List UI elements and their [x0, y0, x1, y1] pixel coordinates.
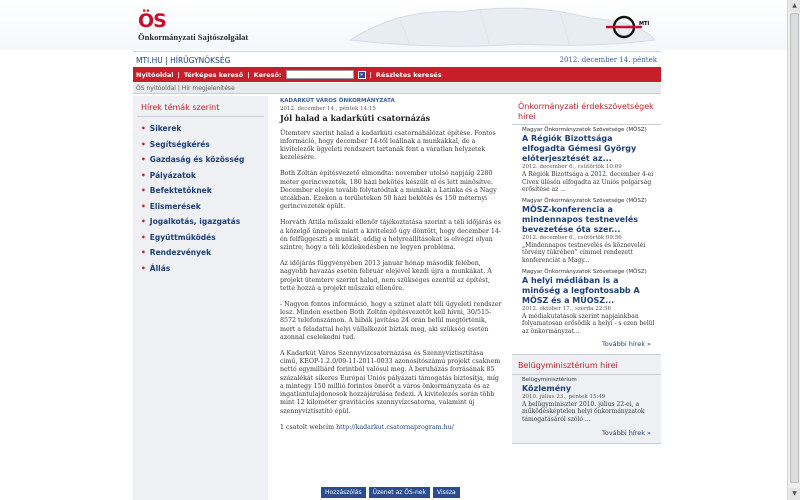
scroll-up-icon[interactable]: ▲: [789, 0, 800, 12]
message-button[interactable]: Üzenet az ÖS-nek: [369, 487, 430, 498]
category-item[interactable]: [141, 230, 268, 246]
news-item: [512, 267, 661, 338]
bullet-icon: •: [141, 201, 146, 211]
article-paragraph: Horváth Attila műszaki ellenőr tájékoztatása szerint a téli időjárás és a közelgő ünnepek miatt a kivitelező úgy döntött, hogy december 14-én felfüggeszti a munkát, addig a helyreállításokat is elvégzi olyan szintre, hogy a téli közlekedésben ne legyen probléma.: [280, 219, 502, 252]
news-date: 2012. október 17., szerda 22:56: [522, 305, 612, 312]
category-label: Gazdaság és közösség: [149, 155, 245, 164]
right-sidebar: [512, 96, 661, 500]
back-button[interactable]: Vissza: [433, 487, 460, 498]
search-bar: [133, 67, 661, 82]
bullet-icon: •: [141, 124, 146, 133]
scroll-down-icon[interactable]: ▼: [789, 488, 800, 500]
attachment-label: 1 csatolt webcím: [280, 423, 335, 431]
article-source[interactable]: KADARKÚT VÁROS ÖNKORMÁNYZATA: [280, 98, 395, 104]
search-go-button[interactable]: »: [358, 71, 366, 79]
ministry-news: [512, 355, 661, 443]
article-paragraph: Ütemterv szerint halad a kadarkúti csatornahálózat építése. Fontos információ, hogy december 14-től leállnak a munkákkal, de a kivitelezők ügyeleti rendszert tartanak fent a váratlan helyzetek kezelésére.: [280, 129, 496, 162]
category-label: Befektetőknek: [149, 186, 212, 195]
news-org: Magyar Önkormányzatok Szövetsége (MÖSZ): [522, 127, 647, 133]
os-logo-subtitle: Önkormányzati Sajtószolgálat: [138, 32, 249, 42]
scrollbar-thumb[interactable]: [790, 13, 799, 483]
news-excerpt: „Mindennapos testnevelés és közneveléi törvény tükrében” címmel rendezett konferenciát a Magy...: [522, 241, 646, 264]
news-item: [512, 375, 661, 426]
category-item[interactable]: [141, 121, 268, 137]
news-item: [512, 196, 661, 267]
search-input[interactable]: [286, 70, 354, 79]
news-org: Belügyminisztérium: [522, 376, 577, 383]
bullet-icon: •: [141, 248, 146, 257]
bullet-icon: •: [141, 217, 146, 226]
bullet-icon: •: [141, 263, 146, 273]
news-excerpt: A médiakutatások szerint napjainkban folyamatosan erősödik a helyi - s ezen belül az önkormányzat...: [522, 312, 655, 335]
attachment-link[interactable]: http://kadarkut.csatornaprogram.hu/: [336, 423, 454, 431]
article-actions: [321, 487, 460, 498]
attachment-line: [280, 424, 502, 432]
category-item[interactable]: [141, 152, 268, 168]
category-item[interactable]: [141, 245, 268, 261]
category-item[interactable]: [141, 137, 268, 153]
ministry-news-title: Belügyminisztérium hírei: [512, 355, 661, 375]
home-link[interactable]: Nyitóoldal: [136, 70, 174, 79]
top-navigation: [133, 51, 661, 67]
bullet-icon: •: [141, 186, 146, 195]
news-date: 2010. július 23., péntek 15:49: [522, 393, 606, 400]
article-paragraph: - Nagyon fontos információ, hogy a szünet alatt téli ügyeleti rendszer lesz. Minden esetben Both Zoltán építésvezetőt kell hívni, 30/515-8572 telefonszámon. A hibák javítása 24 órán belül megtörténik, mert a feladattal helyi vállalkozót bíztak meg, aki szükség esetén azonnal cselekedni tud.: [280, 301, 502, 341]
category-label: Elismerések: [149, 201, 201, 211]
breadcrumb[interactable]: ÖS nyitóoldal | Hír megjelenítése: [133, 83, 661, 94]
news-title-link[interactable]: MÖSZ-konferencia a mindennapos testnevelés bevezetése óta szer...: [522, 204, 639, 234]
category-item[interactable]: [141, 261, 268, 277]
bullet-icon: •: [141, 170, 146, 180]
category-sidebar: [133, 96, 268, 500]
category-item[interactable]: [141, 214, 268, 230]
article-paragraph: A Kadarkút Város Szennyvízcsatornázása és Szennyvíztisztítása című, KEOP-1.2.0/09-11-2011-0033 azonosítószámú projekt csaknem nettó egymilliárd forintból valósul meg. A beruházás forrásának 85 százalékát síkeres Európai Uniós pályázati támogatás biztosítja, míg a mintegy 150 millió forintos önerőt a város önkormányzata és az ingatlantulajdonosok hozzájárulása fedezi. A kivitelezés során több mint 12 kilométer gravitációs szennyvízcsatorna, valamint új szennyvíztisztító épül.: [280, 350, 501, 415]
article-title: Jól halad a kadarkúti csatornázás: [280, 113, 431, 124]
nav-separator: |: [369, 70, 372, 79]
category-label: Jogalkotás, igazgatás: [149, 217, 241, 226]
nav-separator: |: [247, 70, 250, 79]
news-date: 2012. december 6., csütörtök 10:09: [522, 164, 622, 170]
news-excerpt: A Régiók Bizottsága a 2012. december 4-ei Civex ülésén elfogadta az Uniós polgárság erősítése az ...: [522, 171, 654, 194]
more-news-link[interactable]: További hírek »: [512, 337, 661, 355]
category-label: Pályázatok: [149, 170, 196, 180]
advanced-search-link[interactable]: Részletes keresés: [375, 70, 442, 79]
category-title: Hírek témák szerint: [137, 96, 264, 117]
bullet-icon: •: [141, 232, 146, 242]
category-item[interactable]: [141, 183, 268, 199]
current-date: 2012. december 14. péntek: [559, 56, 657, 64]
nav-separator: |: [165, 56, 168, 65]
category-item[interactable]: [141, 168, 268, 184]
category-label: Segítségkérés: [149, 139, 210, 149]
article: [276, 97, 506, 500]
bullet-icon: •: [141, 139, 146, 149]
mti-label: MTI: [639, 21, 650, 27]
news-title-link[interactable]: A Régiók Bizottsága elfogadta Gémesi György előterjesztését az...: [522, 134, 637, 163]
news-title-link[interactable]: Közlemény: [522, 383, 572, 393]
bullet-icon: •: [141, 155, 146, 164]
search-label: Kereső:: [253, 70, 282, 79]
vertical-scrollbar[interactable]: [787, 0, 800, 500]
os-logo-mark: ÖS: [138, 10, 166, 32]
comment-button[interactable]: Hozzászólás: [321, 487, 366, 498]
news-excerpt: A belügyminiszter 2010. július 22-ei, a működésképtelen helyi önkormányzatok támogatásáról szóló ...: [522, 400, 645, 424]
hirugynokseg-link[interactable]: HÍRÜGYNÖKSÉG: [170, 56, 231, 65]
category-label: Együttműködés: [149, 232, 216, 242]
assoc-news-title: Önkormányzati érdekszövetségek hírei: [512, 96, 661, 125]
article-paragraph: Az időjárás függvényében 2013 január hónap második felében, nagyobb havazás esetén február elejével kezdi újra a munkákat. A projekt ütemterv szerint halad, nem szükséges ezentúl az építést, tette hozzá a projekt műszaki ellenőre.: [280, 260, 492, 292]
news-title-link[interactable]: A helyi médiában is a minőség a legfontosabb A MÖSZ és a MÚOSZ...: [522, 275, 640, 305]
nav-separator: |: [177, 70, 180, 79]
mti-logo-icon[interactable]: [602, 14, 662, 40]
more-news-link[interactable]: További hírek »: [512, 426, 661, 444]
news-date: 2012. december 6., csütörtök 09:56: [522, 234, 622, 241]
category-label: Állás: [149, 263, 171, 273]
category-item[interactable]: [141, 199, 268, 215]
article-date: 2012. december 14., péntek 14:15: [280, 106, 376, 113]
map-search-link[interactable]: Térképes kereső: [183, 70, 244, 79]
mti-hu-link[interactable]: MTI.HU: [136, 56, 163, 65]
news-org: Magyar Önkormányzatok Szövetsége (MÖSZ): [522, 268, 647, 275]
category-label: Rendezvények: [149, 248, 212, 257]
article-paragraph: Both Zoltán építésvezető elmondta: november utolsó napjáig 2280 méter gerincvezeték, 180 házi bekötés készült el és lett minősítve. December elején tovább folytatódtak a munkák a Latinka és a Nagy utcákban. Ezeken a területeken 50 házi bekötés és 150 méternyi gerincvezeték épült.: [280, 170, 497, 211]
news-item: [512, 125, 661, 196]
site-header: [0, 0, 800, 50]
news-org: Magyar Önkormányzatok Szövetsége (MÖSZ): [522, 197, 647, 204]
os-logo[interactable]: [138, 12, 248, 42]
category-label: Sikerek: [149, 124, 182, 133]
